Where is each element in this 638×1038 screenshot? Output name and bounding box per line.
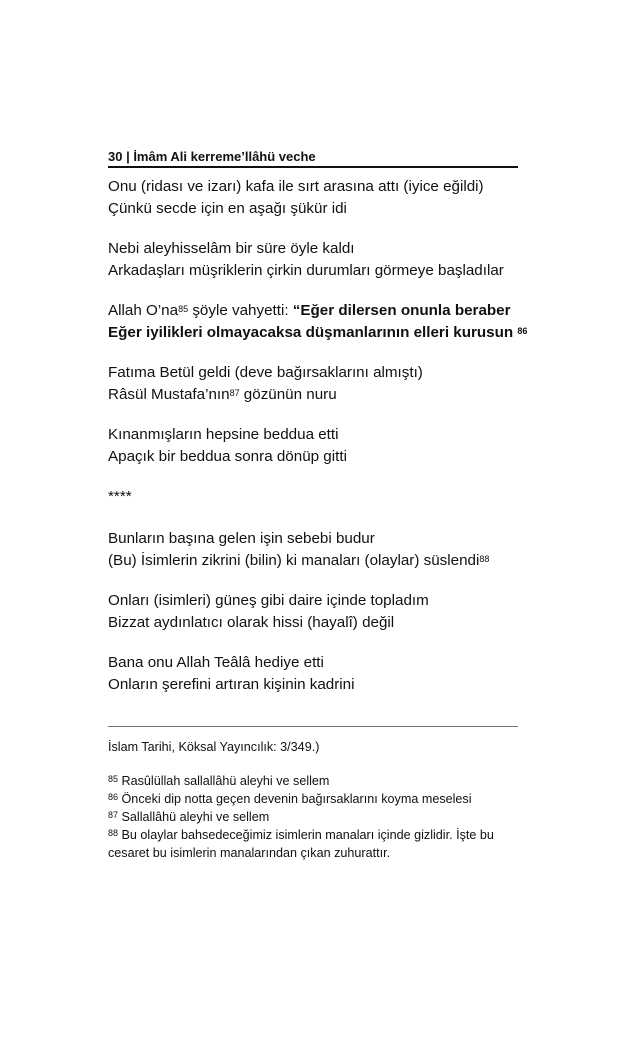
separator-stars: ****: [108, 488, 132, 505]
footnote-divider: [108, 726, 518, 727]
footnote-number: 87: [108, 810, 119, 820]
verse-line: Çünkü secde için en aşağı şükür idi: [108, 200, 347, 217]
verse-text: (Bu) İsimlerin zikrini (bilin) ki manaları (olaylar) süslendi: [108, 552, 480, 569]
verse-line: [108, 384, 528, 406]
footnote-85: [108, 772, 523, 790]
quoted-revelation: Eğer iyilikleri olmayacaksa düşmanlarının elleri kurusun: [108, 324, 518, 341]
section-separator: [108, 486, 528, 508]
stanza-6: [108, 528, 528, 572]
poem-body: [108, 176, 528, 696]
stanza-8: [108, 652, 528, 696]
footnotes: [108, 738, 523, 862]
verse-line: Onları (isimleri) güneş gibi daire içinde topladım: [108, 592, 429, 609]
verse-line: [108, 322, 528, 344]
footnote-ref-87: 87: [229, 388, 240, 398]
quoted-revelation: “Eğer dilersen onunla beraber: [292, 302, 511, 319]
verse-line: Fatıma Betül geldi (deve bağırsaklarını almıştı): [108, 364, 423, 381]
footnote-source: İslam Tarihi, Köksal Yayıncılık: 3/349.): [108, 740, 320, 754]
footnote-number: 86: [108, 792, 119, 802]
stanza-1: [108, 176, 528, 220]
stanza-2: [108, 238, 528, 282]
verse-line: [108, 550, 528, 572]
verse-line: [108, 300, 528, 322]
verse-line: Kınanmışların hepsine beddua etti: [108, 426, 339, 443]
footnote-text: Önceki dip notta geçen devenin bağırsaklarını koyma meselesi: [118, 792, 472, 806]
footnote-87: [108, 808, 523, 826]
verse-line: Onların şerefini artıran kişinin kadrini: [108, 676, 355, 693]
footnote-88: [108, 826, 523, 862]
running-header: 30 | İmâm Ali kerreme’llâhü veche: [108, 149, 518, 168]
verse-line: Nebi aleyhisselâm bir süre öyle kaldı: [108, 240, 355, 257]
footnote-text: Bu olaylar bahsedeceğimiz isimlerin manaları içinde gizlidir. İşte bu cesaret bu isimlerin manalarından çıkan zuhurattır.: [108, 828, 494, 860]
stanza-4: [108, 362, 528, 406]
footnote-ref-88: 88: [479, 554, 490, 564]
footnote-text: Rasûlüllah sallallâhü aleyhi ve sellem: [118, 774, 330, 788]
verse-line: Bana onu Allah Teâlâ hediye etti: [108, 654, 324, 671]
footnote-86: [108, 790, 523, 808]
verse-text: Allah O’na: [108, 302, 179, 319]
verse-line: Bunların başına gelen işin sebebi budur: [108, 530, 375, 547]
verse-line: Bizzat aydınlatıcı olarak hissi (hayalî) değil: [108, 614, 395, 631]
verse-line: Apaçık bir beddua sonra dönüp gitti: [108, 448, 347, 465]
stanza-7: [108, 590, 528, 634]
footnote-number: 85: [108, 774, 119, 784]
verse-text: şöyle vahyetti:: [188, 302, 293, 319]
footnote-ref-86: 86: [517, 326, 528, 336]
verse-line: Arkadaşları müşriklerin çirkin durumları görmeye başladılar: [108, 262, 504, 279]
footnote-number: 88: [108, 828, 119, 838]
stanza-3: [108, 300, 528, 344]
verse-text: gözünün nuru: [239, 386, 337, 403]
verse-line: Onu (ridası ve izarı) kafa ile sırt arasına attı (iyice eğildi): [108, 178, 484, 195]
stanza-5: [108, 424, 528, 468]
footnote-text: Sallallâhü aleyhi ve sellem: [118, 810, 270, 824]
verse-text: Râsül Mustafa’nın: [108, 386, 230, 403]
footnote-ref-85: 85: [178, 304, 189, 314]
